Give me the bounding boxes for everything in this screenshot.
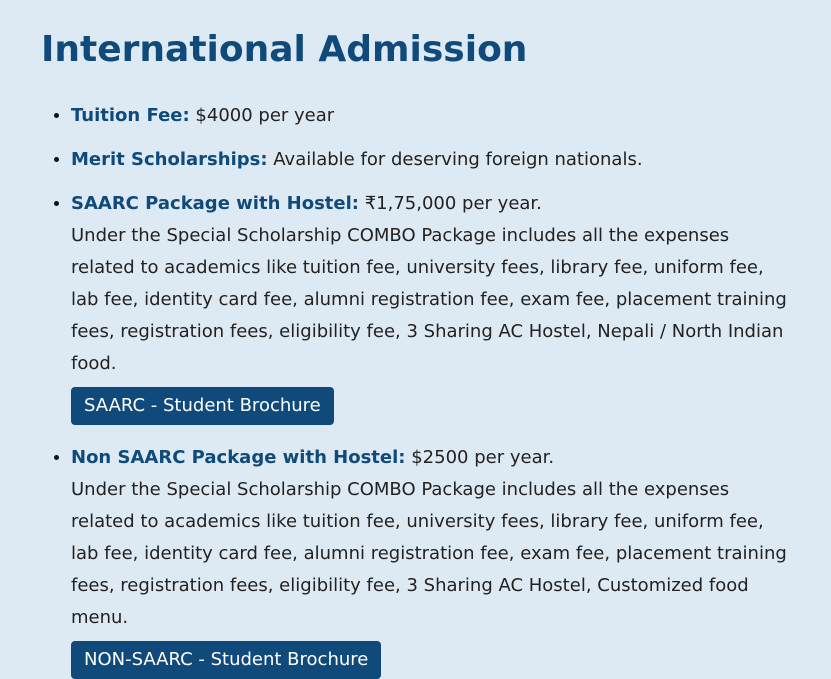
list-item-merit-scholarships	[71, 144, 811, 176]
non-saarc-package-label: Non SAARC Package with Hostel:	[71, 447, 406, 468]
admission-details-list	[41, 100, 811, 679]
non-saarc-brochure-button[interactable]: NON-SAARC - Student Brochure	[71, 641, 381, 679]
list-item-saarc-package	[71, 188, 811, 425]
tuition-fee-value: $4000 per year	[195, 105, 335, 126]
saarc-package-value: ₹1,75,000 per year.	[364, 193, 542, 214]
list-item-tuition-fee	[71, 100, 811, 132]
saarc-package-description: Under the Special Scholarship COMBO Package includes all the expenses related to academics like tuition fee, university fees, library fee, uniform fee, lab fee, identity card fee, alumni registration fee, exam fee, placement training fees, registration fees, eligibility fee, 3 Sharing AC Hostel, Nepali / North Indian food.	[71, 225, 787, 374]
merit-scholarships-label: Merit Scholarships:	[71, 149, 268, 170]
merit-scholarships-value: Available for deserving foreign nationals.	[273, 149, 643, 170]
non-saarc-package-value: $2500 per year.	[411, 447, 555, 468]
page-title: International Admission	[41, 29, 528, 70]
non-saarc-package-description: Under the Special Scholarship COMBO Package includes all the expenses related to academics like tuition fee, university fees, library fee, uniform fee, lab fee, identity card fee, alumni registration fee, exam fee, placement training fees, registration fees, eligibility fee, 3 Sharing AC Hostel, Customized food menu.	[71, 479, 787, 628]
list-item-non-saarc-package	[71, 442, 811, 679]
saarc-brochure-button[interactable]: SAARC - Student Brochure	[71, 387, 334, 425]
tuition-fee-label: Tuition Fee:	[71, 105, 190, 126]
saarc-package-label: SAARC Package with Hostel:	[71, 193, 359, 214]
